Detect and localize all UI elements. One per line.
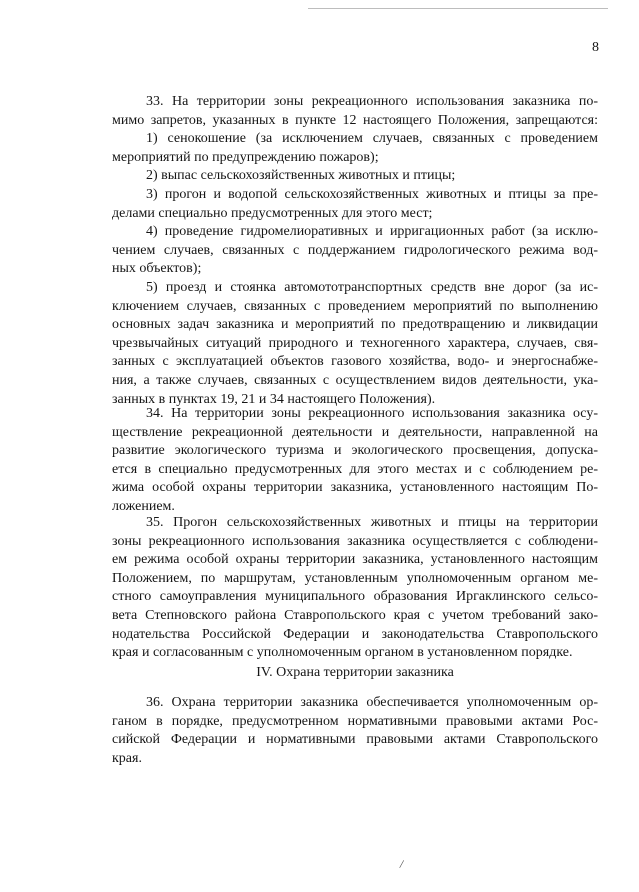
text-line: 5) проезд и стоянка автомототранспортных средств вне дорог (за ис-	[146, 279, 598, 295]
paragraph-33	[112, 93, 598, 409]
text-line: основных задач заказника и мероприятий по предотвращению и ликвидации	[112, 317, 598, 333]
text-line: зоны рекреационного использования заказника осуществляется с соблюдени-	[112, 533, 598, 549]
paragraph-35	[112, 514, 598, 663]
text-line: ется в специально предусмотренных для этого местах и с соблюдением ре-	[112, 461, 598, 477]
text-line: мимо запретов, указанных в пункте 12 настоящего Положения, запрещаются:	[112, 112, 598, 128]
paragraph-34	[112, 405, 598, 517]
text-line: ния, а также случаев, связанных с осуществлением видов деятельности, ука-	[112, 372, 598, 388]
text-line: чением случаев, связанных с поддержанием гидрологического режима вод-	[112, 242, 598, 258]
text-line: нодательства Российской Федерации и законодательства Ставропольского	[112, 626, 598, 642]
text-line: 2) выпас сельскохозяйственных животных и птицы;	[146, 168, 456, 184]
paragraph-36	[112, 694, 598, 768]
text-line: 34. На территории зоны рекреационного использования заказника осу-	[146, 406, 598, 421]
section-heading-iv: IV. Охрана территории заказника	[256, 665, 454, 680]
text-line: стного самоуправления муниципального образования Иргаклинского сельсо-	[112, 589, 598, 605]
text-line: жима особой охраны территории заказника, установленного настоящим По-	[112, 480, 598, 496]
text-line: 1) сенокошение (за исключением случаев, связанных с проведением	[146, 131, 598, 147]
text-line: вета Степновского района Ставропольского края с учетом требований зако-	[112, 607, 598, 623]
text-line: делами специально предусмотренных для этого мест;	[112, 205, 433, 221]
text-line: 35. Прогон сельскохозяйственных животных и птицы на территории	[146, 515, 598, 530]
text-line: 4) проведение гидромелиоративных и ирригационных работ (за исклю-	[146, 224, 598, 240]
text-line: ем режима особой охраны территории заказника, установленного настоящим	[112, 552, 598, 568]
text-line: мероприятий по предупреждению пожаров);	[112, 149, 379, 165]
text-line: ключением случаев, связанных с проведением мероприятий по выполнению	[112, 298, 598, 314]
text-line: 36. Охрана территории заказника обеспечивается уполномоченным ор-	[146, 695, 598, 710]
text-line: чрезвычайных ситуаций природного и техногенного характера, случаев, свя-	[112, 335, 598, 351]
text-line: занных с эксплуатацией объектов газового хозяйства, водо- и энергоснабже-	[112, 354, 598, 370]
text-line: ганом в порядке, предусмотренном нормативными правовыми актами Рос-	[112, 713, 598, 729]
text-line: занных в пунктах 19, 21 и 34 настоящего Положения).	[112, 391, 436, 407]
text-line: ных объектов);	[112, 261, 202, 277]
text-line: ложением.	[112, 498, 175, 514]
page-number: 8	[592, 40, 599, 55]
text-line: края и согласованным с уполномоченным органом в установленном порядке.	[112, 645, 573, 661]
text-line: развитие экологического туризма и экологического просвещения, допуска-	[112, 443, 598, 459]
text-line: края.	[112, 750, 142, 766]
text-line: ществление рекреационной деятельности и деятельности, направленной на	[112, 424, 598, 440]
text-line: 33. На территории зоны рекреационного использования заказника по-	[146, 94, 598, 109]
footer-mark: /	[398, 856, 405, 872]
scan-edge-line	[308, 8, 608, 9]
text-line: сийской Федерации и нормативными правовыми актами Ставропольского	[112, 732, 598, 748]
text-line: 3) прогон и водопой сельскохозяйственных животных и птицы за пре-	[146, 186, 598, 202]
text-line: Положением, по маршрутам, установленным уполномоченным органом ме-	[112, 570, 598, 586]
